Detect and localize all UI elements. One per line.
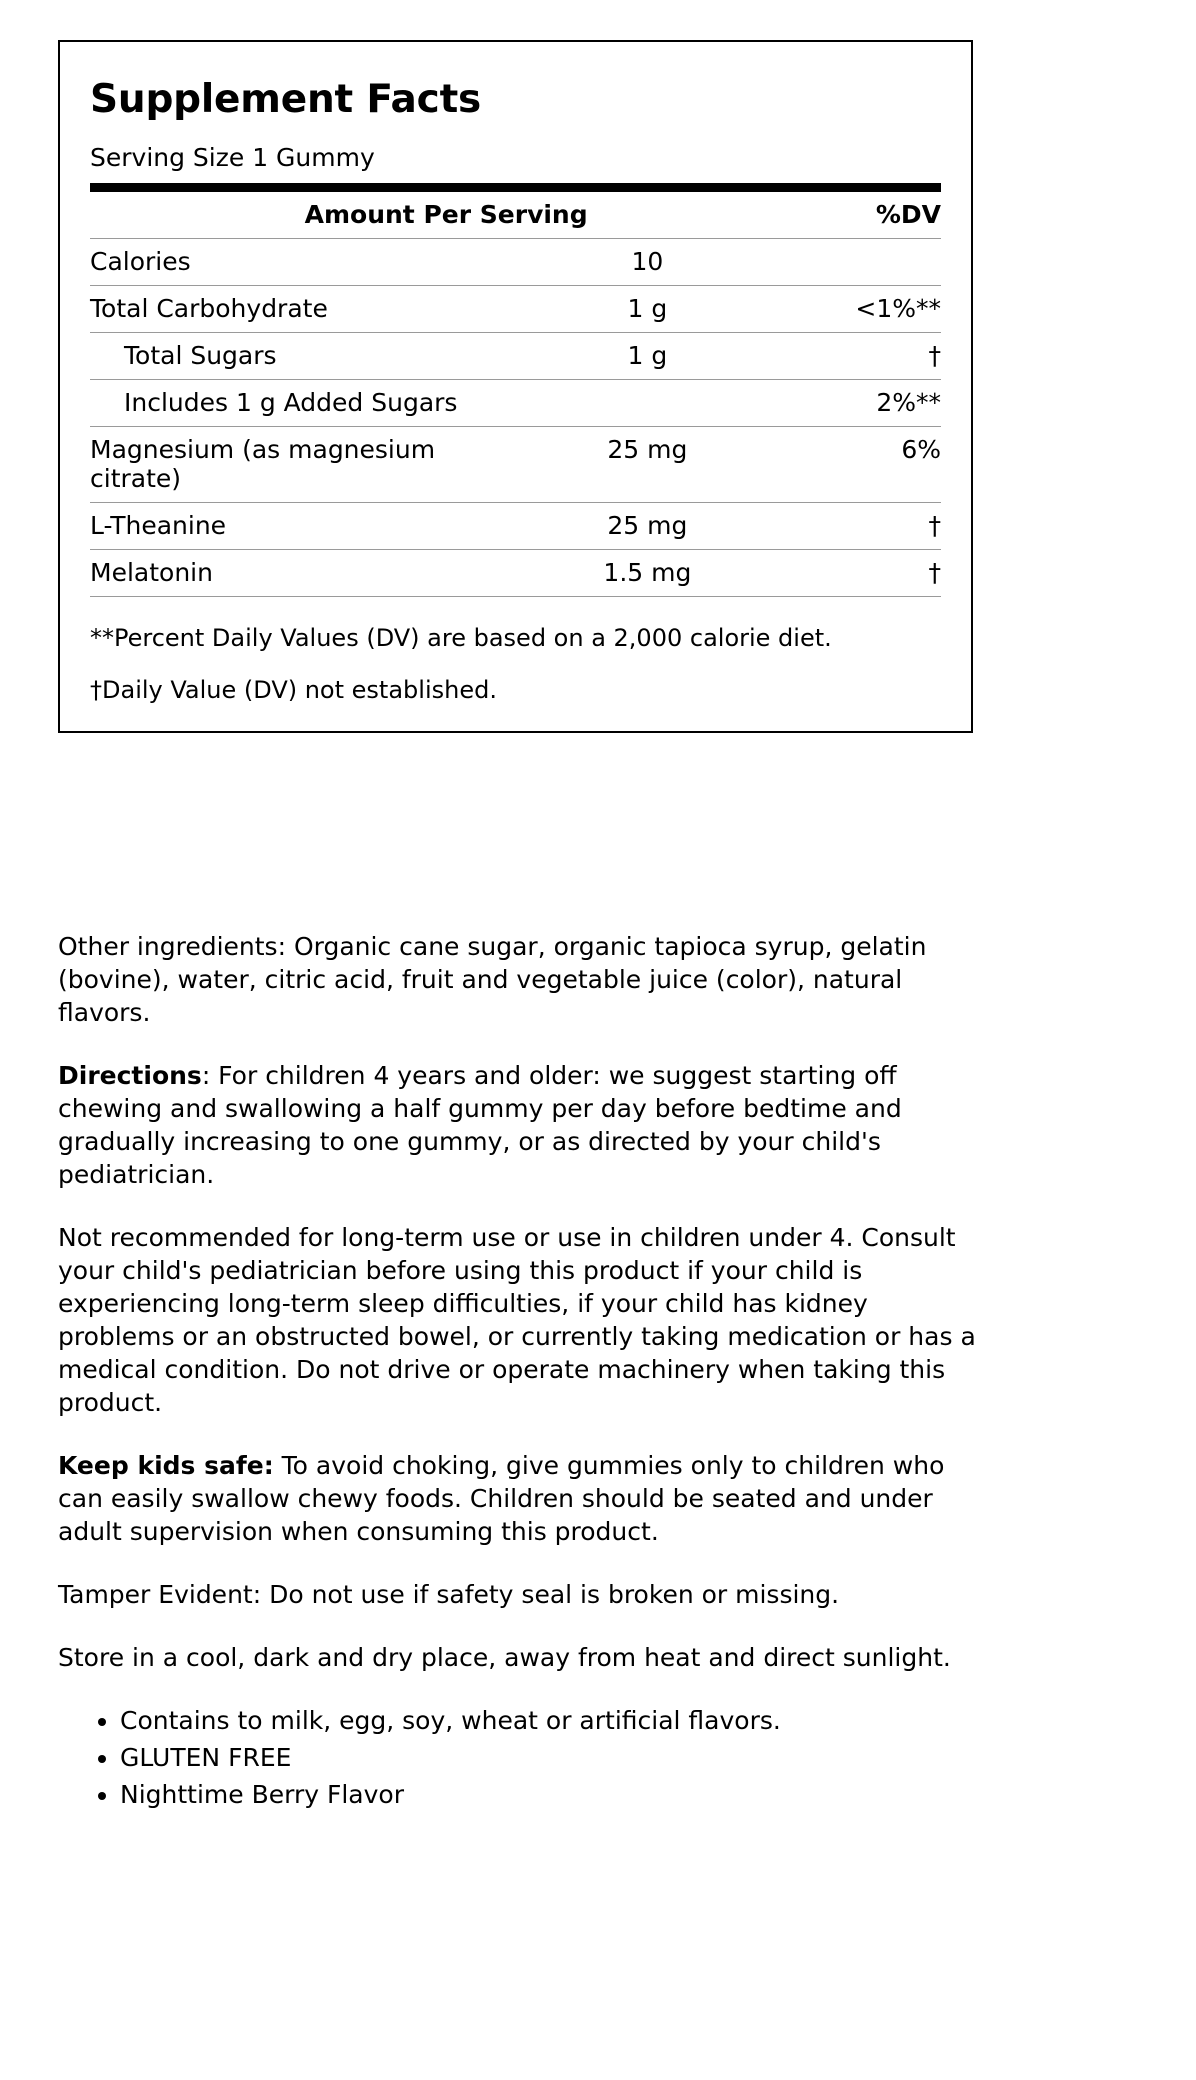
nutrient-name: Includes 1 g Added Sugars [90,379,533,426]
list-item: • GLUTEN FREE [120,1741,988,1774]
serving-size: Serving Size 1 Gummy [90,142,375,172]
nutrient-amount: 25 mg [533,502,763,549]
table-row [90,238,941,285]
nutrient-name: Magnesium (as magnesium citrate) [90,426,533,502]
nutrition-table [90,183,941,597]
claims-list [58,1704,988,1811]
supplement-facts-panel [58,40,973,733]
table-row [90,285,941,332]
nutrient-name: Total Carbohydrate [90,285,533,332]
nutrient-amount: 25 mg [533,426,763,502]
footnote-percent-dv: **Percent Daily Values (DV) are based on a 2,000 calorie diet. [90,623,832,652]
directions-text: : For children 4 years and older: we suggest starting off chewing and swallowing a half gummy per day before bedtime and gradually increasing to one gummy, or as directed by your child's pediatrician. [58,1061,902,1189]
directions-label: Directions [58,1061,202,1090]
header-amount-per-serving: Amount Per Serving [90,187,762,238]
nutrient-dv: † [762,332,941,379]
nutrient-dv [762,238,941,285]
panel-title: Supplement Facts [90,77,482,122]
nutrient-amount [533,379,763,426]
list-item: • Nighttime Berry Flavor [120,1778,988,1811]
nutrient-name: L-Theanine [90,502,533,549]
nutrient-amount: 10 [533,238,763,285]
nutrient-amount: 1.5 mg [533,549,763,596]
keep-kids-safe-paragraph [58,1449,988,1548]
nutrient-dv: † [762,549,941,596]
table-row [90,502,941,549]
warning-paragraph: Not recommended for long-term use or use in children under 4. Consult your child's pediatrician before using this product if your child is experiencing long-term sleep difficulties, if your child has kidney problems or an obstructed bowel, or currently taking medication or has a medical condition. Do not drive or operate machinery when taking this product. [58,1223,976,1417]
nutrient-amount: 1 g [533,332,763,379]
nutrient-name: Calories [90,238,533,285]
footnote-dagger: †Daily Value (DV) not established. [90,675,497,704]
keep-kids-safe-label: Keep kids safe: [58,1451,274,1480]
nutrient-dv: 2%** [762,379,941,426]
table-row [90,549,941,596]
panel-footnotes [90,623,941,705]
nutrient-dv: <1%** [762,285,941,332]
storage-instructions: Store in a cool, dark and dry place, away from heat and direct sunlight. [58,1643,951,1672]
list-item: • Contains to milk, egg, soy, wheat or artificial flavors. [120,1704,988,1737]
table-row [90,332,941,379]
header-percent-dv: %DV [762,187,941,238]
nutrient-dv: 6% [762,426,941,502]
table-row [90,379,941,426]
nutrient-name: Total Sugars [90,332,533,379]
other-ingredients: Other ingredients: Organic cane sugar, organic tapioca syrup, gelatin (bovine), water, citric acid, fruit and vegetable juice (color), natural flavors. [58,932,927,1027]
nutrient-dv: † [762,502,941,549]
nutrient-name: Melatonin [90,549,533,596]
table-header-row [90,187,941,238]
label-body-copy [58,930,988,1815]
tamper-evident: Tamper Evident: Do not use if safety seal is broken or missing. [58,1580,840,1609]
table-row [90,426,941,502]
directions-paragraph [58,1059,988,1191]
keep-kids-safe-text: To avoid choking, give gummies only to children who can easily swallow chewy foods. Children should be seated and under adult supervision when consuming this product. [58,1451,945,1546]
nutrient-amount: 1 g [533,285,763,332]
